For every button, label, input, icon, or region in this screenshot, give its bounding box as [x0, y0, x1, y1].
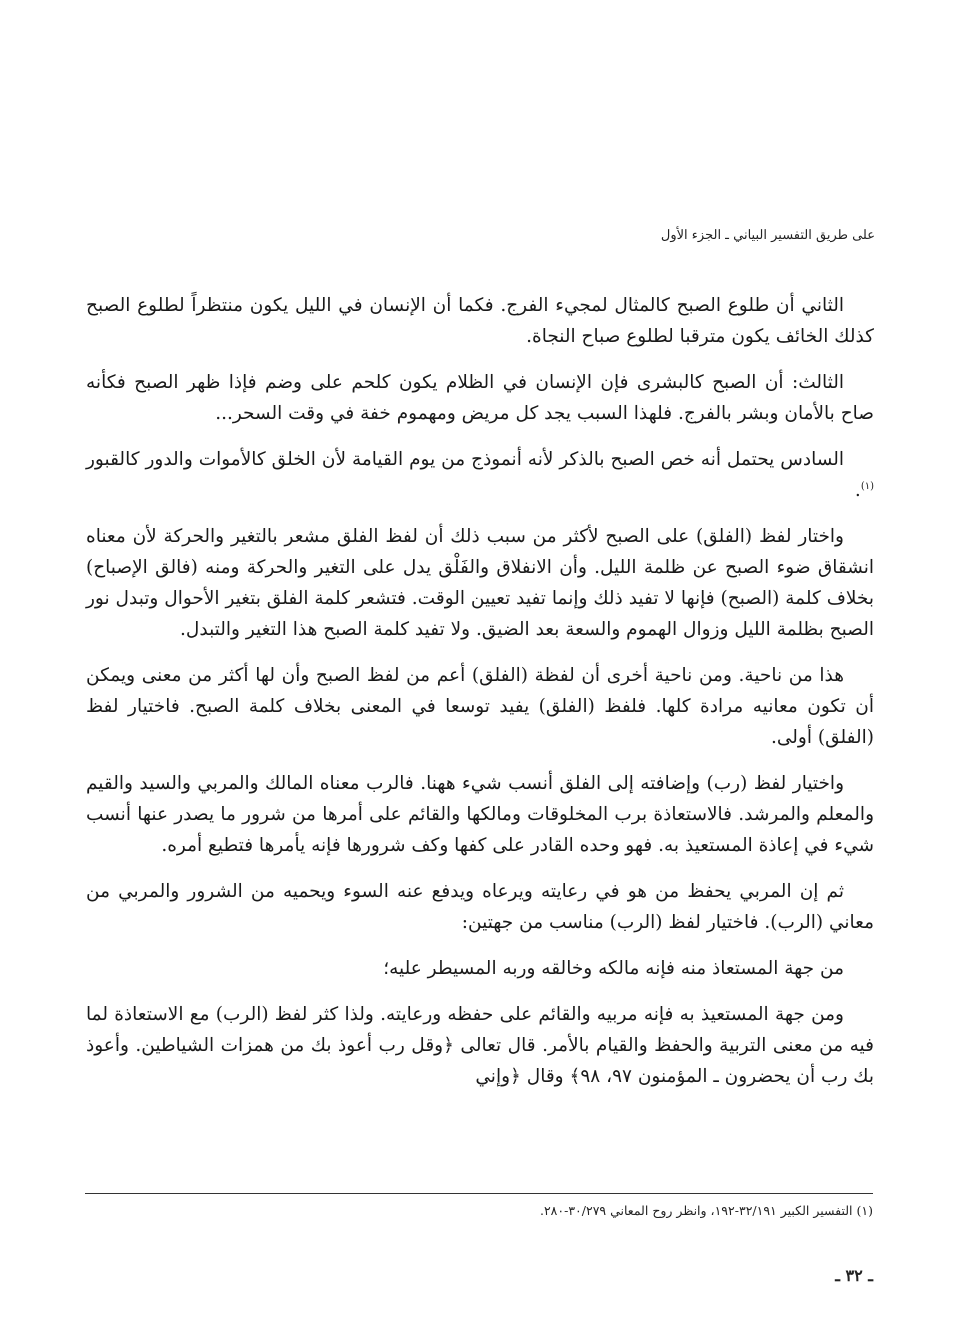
page-number: ـ ٣٢ ـ [835, 1266, 873, 1285]
paragraph-mustaeedh-bihi: ومن جهة المستعيذ به فإنه مربيه والقائم على حفظه ورعايته. ولذا كثر لفظ (الرب) مع الاستعاذة لما فيه من معنى التربية والحفظ والقيام بالأمر. قال تعالى ﴿وقل رب أعوذ بك من همزات الشياطين. وأعوذ بك رب أن يحضرون ـ المؤمنون ٩٧، ٩٨﴾ وقال ﴿وإني [86, 1004, 874, 1087]
running-header: على طريق التفسير البياني ـ الجزء الأول [660, 228, 875, 243]
paragraph-sixth-reason: السادس يحتمل أنه خص الصبح بالذكر لأنه أنموذج من يوم القيامة لأن الخلق كالأموات والدور كالقبور $^{(١)}$. [86, 449, 874, 501]
footnote: (١) التفسير الكبير ٣٢/١٩١-١٩٢، وانظر روح المعاني ٣٠/٢٧٩-٢٨٠. [539, 1203, 873, 1218]
body-text [86, 290, 874, 1107]
footnote-reference: (١) [860, 480, 874, 492]
paragraph-falaq-choice: واختار لفظ (الفلق) على الصبح لأكثر من سبب ذلك أن لفظ الفلق مشعر بالتغير والحركة لأن معناه انشقاق ضوء الصبح عن ظلمة الليل. وأن الانفلاق والفَلْق يدل على التغير والحركة ومنه (فالق الإصباح) بخلاف كلمة (الصبح) فإنها لا تفيد ذلك وإنما تفيد تعيين الوقت. فتشعر كلمة الفلق بتغير الأحوال وتبدل نور الصبح بظلمة الليل وزوال الهموم والسعة بعد الضيق. ولا تفيد كلمة الصبح هذا التغير والتبدل. [86, 526, 874, 640]
footnote-divider [85, 1193, 873, 1194]
paragraph-sixth-text: السادس يحتمل أنه خص الصبح بالذكر لأنه أنموذج من يوم القيامة لأن الخلق كالأموات والدور كالقبور [86, 449, 844, 470]
paragraph-mustaadh-minhu: من جهة المستعاذ منه فإنه مالكه وخالقه وربه المسيطر عليه؛ [383, 958, 844, 979]
paragraph-rabb-choice: واختيار لفظ (رب) وإضافته إلى الفلق أنسب شيء ههنا. فالرب معناه المالك والمربي والسيد والقيم والمعلم والمرشد. فالاستعاذة برب المخلوقات ومالكها والقائم على أمرها من شرور ما يصدر عنها أنسب شيء في إعاذة المستعيذ به. فهو وحده القادر على كفها وكف شرورها فإنه يأمرها فتطيع أمره. [86, 773, 874, 856]
paragraph-other-aspect: هذا من ناحية. ومن ناحية أخرى أن لفظة (الفلق) أعم من لفظ الصبح وأن لها أكثر من معنى ويمكن أن تكون معانيه مرادة كلها. فلفظ (الفلق) يفيد توسعا في المعنى بخلاف كلمة الصبح. فاختيار لفظ (الفلق) أولى. [86, 665, 874, 748]
paragraph-murabbi: ثم إن المربي يحفظ من هو في رعايته ويرعاه ويدفع عنه السوء ويحميه من الشرور والمربي من معاني (الرب). فاختيار لفظ (الرب) مناسب من جهتين: [86, 881, 874, 933]
paragraph-second-reason: الثاني أن طلوع الصبح كالمثال لمجيء الفرج. فكما أن الإنسان في الليل يكون منتظراً لطلوع الصبح كذلك الخائف يكون مترقبا لطلوع صباح النجاة. [86, 295, 874, 347]
paragraph-third-reason: الثالث: أن الصبح كالبشرى فإن الإنسان في الظلام يكون كلحم على وضم فإذا ظهر الصبح فكأنه صاح بالأمان وبشر بالفرج. فلهذا السبب يجد كل مريض ومهموم خفة في وقت السحر... [86, 372, 874, 424]
